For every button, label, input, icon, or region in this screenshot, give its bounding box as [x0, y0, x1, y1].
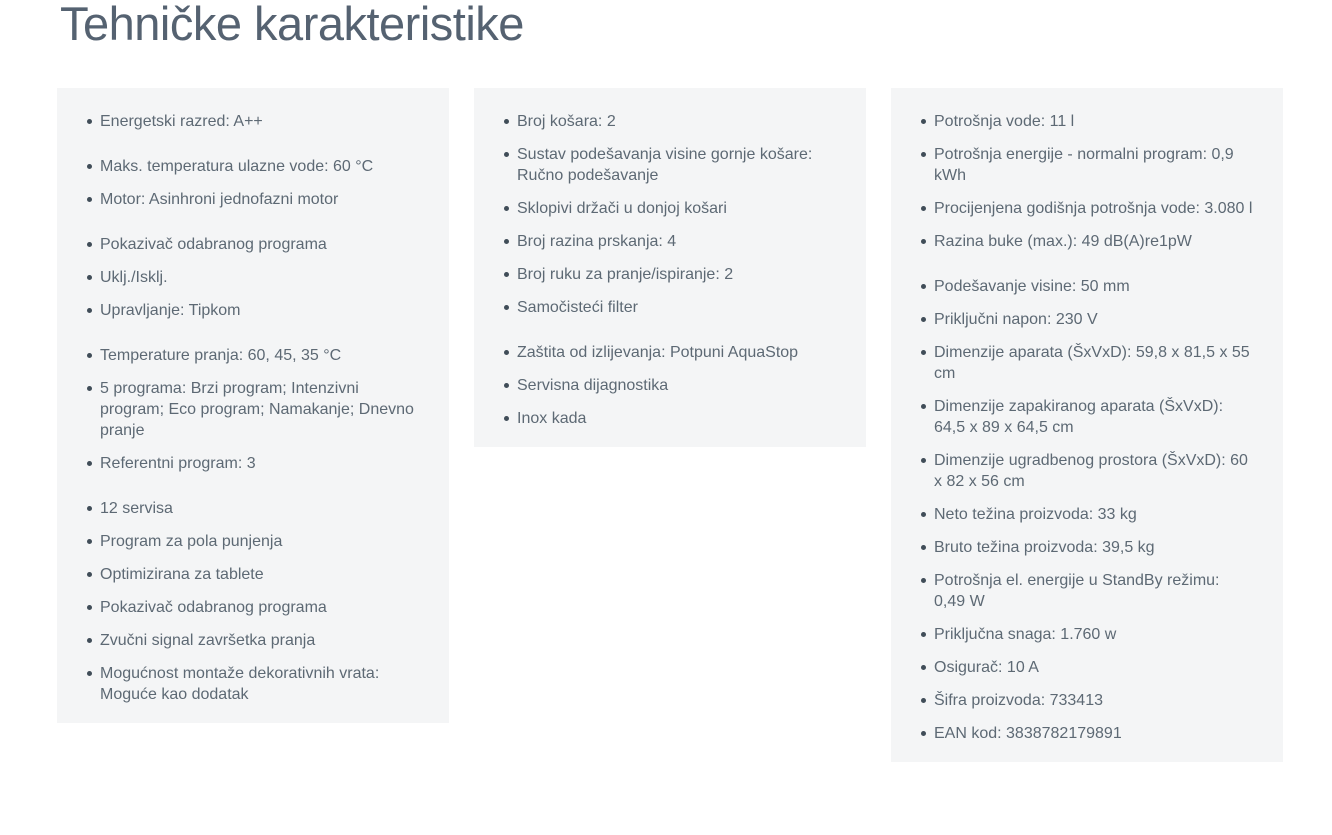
- spec-item: [921, 231, 1253, 252]
- spec-item-text: Dimenzije ugradbenog prostora (ŠxVxD): 60 x 82 x 56 cm: [934, 452, 1248, 490]
- bullet-icon: [921, 404, 926, 409]
- spec-item: [87, 111, 419, 132]
- spec-group: [87, 234, 419, 321]
- bullet-icon: [87, 506, 92, 511]
- spec-item: [87, 663, 419, 705]
- bullet-icon: [921, 578, 926, 583]
- spec-item: [504, 342, 836, 363]
- spec-group: [921, 276, 1253, 744]
- bullet-icon: [921, 665, 926, 670]
- bullet-icon: [87, 164, 92, 169]
- bullet-icon: [87, 605, 92, 610]
- spec-item: [504, 111, 836, 132]
- spec-item: [87, 630, 419, 651]
- bullet-icon: [87, 461, 92, 466]
- spec-item-text: Broj ruku za pranje/ispiranje: 2: [517, 266, 734, 283]
- spec-group: [87, 111, 419, 132]
- spec-item: [921, 198, 1253, 219]
- spec-panel-interior: [474, 88, 866, 447]
- bullet-icon: [504, 350, 509, 355]
- bullet-icon: [921, 632, 926, 637]
- spec-item-text: Šifra proizvoda: 733413: [934, 692, 1103, 709]
- spec-item: [921, 111, 1253, 132]
- spec-item-text: Zaštita od izlijevanja: Potpuni AquaStop: [517, 344, 799, 361]
- bullet-icon: [87, 386, 92, 391]
- spec-item-text: Priključna snaga: 1.760 w: [934, 626, 1117, 643]
- spec-item: [504, 375, 836, 396]
- bullet-icon: [921, 239, 926, 244]
- spec-item: [921, 537, 1253, 558]
- bullet-icon: [87, 572, 92, 577]
- spec-item: [87, 453, 419, 474]
- spec-item-text: Upravljanje: Tipkom: [100, 302, 241, 319]
- spec-item: [87, 267, 419, 288]
- bullet-icon: [921, 317, 926, 322]
- bullet-icon: [87, 671, 92, 676]
- spec-item: [921, 690, 1253, 711]
- spec-item: [921, 624, 1253, 645]
- spec-item: [921, 450, 1253, 492]
- spec-item: [504, 231, 836, 252]
- spec-item-text: Mogućnost montaže dekorativnih vrata: Moguće kao dodatak: [100, 665, 380, 703]
- spec-item: [504, 198, 836, 219]
- bullet-icon: [504, 305, 509, 310]
- spec-item-text: Bruto težina proizvoda: 39,5 kg: [934, 539, 1155, 556]
- spec-item-text: Maks. temperatura ulazne vode: 60 °C: [100, 158, 374, 175]
- spec-item: [87, 531, 419, 552]
- spec-item-text: Broj razina prskanja: 4: [517, 233, 677, 250]
- spec-item: [87, 345, 419, 366]
- spec-item: [921, 276, 1253, 297]
- bullet-icon: [921, 731, 926, 736]
- spec-panels-container: [57, 88, 1283, 762]
- spec-item-text: Program za pola punjenja: [100, 533, 283, 550]
- spec-item: [921, 309, 1253, 330]
- bullet-icon: [87, 275, 92, 280]
- spec-item-text: Sklopivi držači u donjoj košari: [517, 200, 727, 217]
- bullet-icon: [921, 350, 926, 355]
- bullet-icon: [504, 206, 509, 211]
- spec-item: [87, 234, 419, 255]
- spec-item-text: Zvučni signal završetka pranja: [100, 632, 316, 649]
- bullet-icon: [87, 638, 92, 643]
- spec-item: [87, 189, 419, 210]
- spec-item-text: Referentni program: 3: [100, 455, 256, 472]
- bullet-icon: [921, 698, 926, 703]
- spec-item-text: Razina buke (max.): 49 dB(A)re1pW: [934, 233, 1192, 250]
- bullet-icon: [921, 512, 926, 517]
- bullet-icon: [87, 242, 92, 247]
- spec-group: [87, 345, 419, 474]
- page-title: Tehničke karakteristike: [60, 0, 524, 50]
- bullet-icon: [504, 416, 509, 421]
- spec-group: [87, 498, 419, 705]
- bullet-icon: [921, 284, 926, 289]
- spec-item-text: Procijenjena godišnja potrošnja vode: 3.080 l: [934, 200, 1253, 217]
- bullet-icon: [87, 197, 92, 202]
- spec-panel-general: [57, 88, 449, 723]
- spec-group: [504, 342, 836, 429]
- spec-item: [504, 264, 836, 285]
- spec-item: [87, 300, 419, 321]
- bullet-icon: [87, 119, 92, 124]
- spec-item-text: Uklj./Isklj.: [100, 269, 168, 286]
- bullet-icon: [921, 119, 926, 124]
- bullet-icon: [504, 152, 509, 157]
- bullet-icon: [87, 539, 92, 544]
- spec-item-text: Podešavanje visine: 50 mm: [934, 278, 1130, 295]
- spec-item-text: Priključni napon: 230 V: [934, 311, 1098, 328]
- spec-item: [87, 597, 419, 618]
- spec-item-text: Osigurač: 10 A: [934, 659, 1039, 676]
- bullet-icon: [87, 353, 92, 358]
- spec-item-text: Neto težina proizvoda: 33 kg: [934, 506, 1137, 523]
- spec-group: [921, 111, 1253, 252]
- spec-item: [921, 144, 1253, 186]
- spec-item-text: Motor: Asinhroni jednofazni motor: [100, 191, 339, 208]
- bullet-icon: [87, 308, 92, 313]
- spec-item: [921, 570, 1253, 612]
- spec-group: [87, 156, 419, 210]
- bullet-icon: [921, 152, 926, 157]
- bullet-icon: [504, 239, 509, 244]
- bullet-icon: [504, 272, 509, 277]
- spec-item-text: Temperature pranja: 60, 45, 35 °C: [100, 347, 342, 364]
- spec-item-text: 12 servisa: [100, 500, 173, 517]
- spec-item-text: Dimenzije aparata (ŠxVxD): 59,8 x 81,5 x 55 cm: [934, 344, 1250, 382]
- spec-item: [87, 498, 419, 519]
- bullet-icon: [921, 458, 926, 463]
- spec-panel-consumption: [891, 88, 1283, 762]
- spec-item-text: EAN kod: 3838782179891: [934, 725, 1122, 742]
- spec-item-text: Servisna dijagnostika: [517, 377, 669, 394]
- spec-item: [921, 396, 1253, 438]
- spec-item-text: Samočisteći filter: [517, 299, 638, 316]
- spec-item: [504, 297, 836, 318]
- bullet-icon: [504, 383, 509, 388]
- spec-item-text: 5 programa: Brzi program; Intenzivni program; Eco program; Namakanje; Dnevno pranje: [100, 380, 414, 439]
- spec-item-text: Potrošnja el. energije u StandBy režimu: 0,49 W: [934, 572, 1220, 610]
- spec-item-text: Sustav podešavanja visine gornje košare: Ručno podešavanje: [517, 146, 813, 184]
- bullet-icon: [921, 545, 926, 550]
- spec-item: [921, 342, 1253, 384]
- spec-item-text: Pokazivač odabranog programa: [100, 236, 327, 253]
- spec-item-text: Potrošnja energije - normalni program: 0,9 kWh: [934, 146, 1234, 184]
- bullet-icon: [921, 206, 926, 211]
- spec-item: [921, 723, 1253, 744]
- spec-item-text: Energetski razred: A++: [100, 113, 263, 130]
- spec-item-text: Potrošnja vode: 11 l: [934, 113, 1075, 130]
- spec-item: [87, 156, 419, 177]
- spec-item-text: Pokazivač odabranog programa: [100, 599, 327, 616]
- spec-item: [504, 408, 836, 429]
- spec-item-text: Broj košara: 2: [517, 113, 616, 130]
- spec-group: [504, 111, 836, 318]
- spec-item: [87, 564, 419, 585]
- spec-item-text: Inox kada: [517, 410, 587, 427]
- bullet-icon: [504, 119, 509, 124]
- spec-item: [504, 144, 836, 186]
- spec-item-text: Dimenzije zapakiranog aparata (ŠxVxD): 64,5 x 89 x 64,5 cm: [934, 398, 1224, 436]
- spec-item: [87, 378, 419, 441]
- spec-item: [921, 504, 1253, 525]
- spec-item: [921, 657, 1253, 678]
- spec-item-text: Optimizirana za tablete: [100, 566, 264, 583]
